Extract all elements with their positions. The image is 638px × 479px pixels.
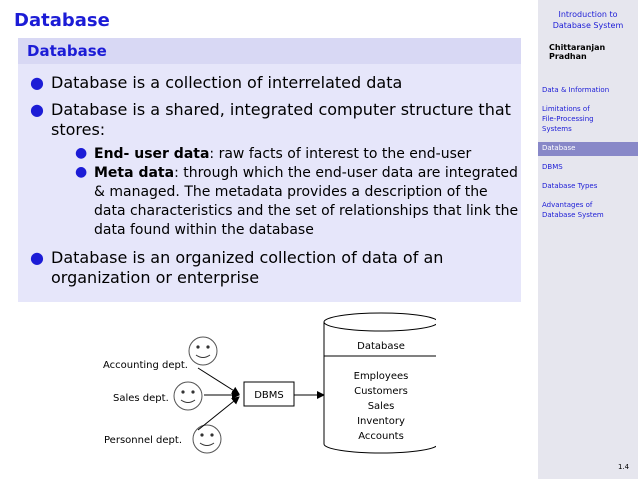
sidebar-title-line: Database System <box>552 21 624 30</box>
database-item: Customers <box>354 386 408 397</box>
term-end-user-desc: : raw facts of interest to the end-user <box>209 146 472 162</box>
flow-arrow <box>198 368 239 394</box>
sidebar-item-label: Limitations of <box>542 105 590 113</box>
sidebar-item-dbms[interactable]: DBMS <box>542 163 563 171</box>
sub-bullet-text <box>94 145 471 164</box>
dept-label: Sales dept. <box>113 393 169 404</box>
content-block <box>18 38 521 302</box>
block-title: Database <box>18 38 521 64</box>
sidebar-title-line: Introduction to <box>558 10 618 19</box>
flow-arrow <box>198 397 239 430</box>
bullet-text: stores: <box>51 120 106 139</box>
term-meta-desc: : through which the end-user data are integrated <box>174 165 518 181</box>
sidebar-item-label: Advantages of <box>542 201 593 209</box>
sidebar <box>538 0 638 479</box>
database-label: Database <box>357 341 405 352</box>
bullet-dot-icon: ● <box>30 248 44 267</box>
smiley-face-icon <box>174 382 202 410</box>
sidebar-item-label: Database <box>542 144 576 152</box>
dept-label: Personnel dept. <box>104 435 182 446</box>
sub-bullet-dot-icon: ● <box>75 145 88 161</box>
database-item: Employees <box>353 371 409 382</box>
sidebar-item-database[interactable] <box>538 142 638 156</box>
dept-label: Accounting dept. <box>103 360 188 371</box>
sub-bullet-dot-icon: ● <box>75 164 88 180</box>
sidebar-item-label: Database System <box>542 211 604 219</box>
bullet-text: Database is a collection of interrelated data <box>51 73 403 92</box>
dbms-diagram <box>96 306 436 456</box>
term-meta: Meta data <box>94 165 175 181</box>
bullet-dot-icon: ● <box>30 73 44 92</box>
smiley-face-icon <box>189 337 217 365</box>
bullet-text: Database is an organized collection of data of an <box>51 248 444 267</box>
slide-title: Database <box>14 10 110 31</box>
sub-bullet-text: data found within the database <box>94 222 314 238</box>
bullet-dot-icon: ● <box>30 100 44 119</box>
smiley-face-icon <box>193 425 221 453</box>
sidebar-item-database-types[interactable]: Database Types <box>542 182 598 190</box>
sidebar-item-label: File-Processing <box>542 115 594 123</box>
sub-bullet-text <box>94 164 518 183</box>
sidebar-title[interactable] <box>538 9 638 31</box>
database-item: Sales <box>367 401 395 412</box>
sidebar-item-data-information[interactable]: Data & Information <box>542 86 610 94</box>
sidebar-item-label: Systems <box>542 125 572 133</box>
term-end-user: End- user data <box>94 146 210 162</box>
page-number: 1.4 <box>618 463 630 471</box>
sidebar-item-limitations[interactable] <box>542 104 594 134</box>
database-item: Accounts <box>358 431 404 442</box>
bullet-text: Database is a shared, integrated computer structure that <box>51 100 511 119</box>
sidebar-item-advantages[interactable] <box>542 200 604 220</box>
sub-bullet-text: & managed. The metadata provides a description of the <box>94 184 488 200</box>
sub-bullet-text: data characteristics and the set of relationships that link the <box>94 203 519 219</box>
bullet-text: organization or enterprise <box>51 268 260 287</box>
database-item: Inventory <box>357 416 405 427</box>
dbms-label: DBMS <box>254 390 284 401</box>
sidebar-author: Chittaranjan Pradhan <box>549 43 606 61</box>
